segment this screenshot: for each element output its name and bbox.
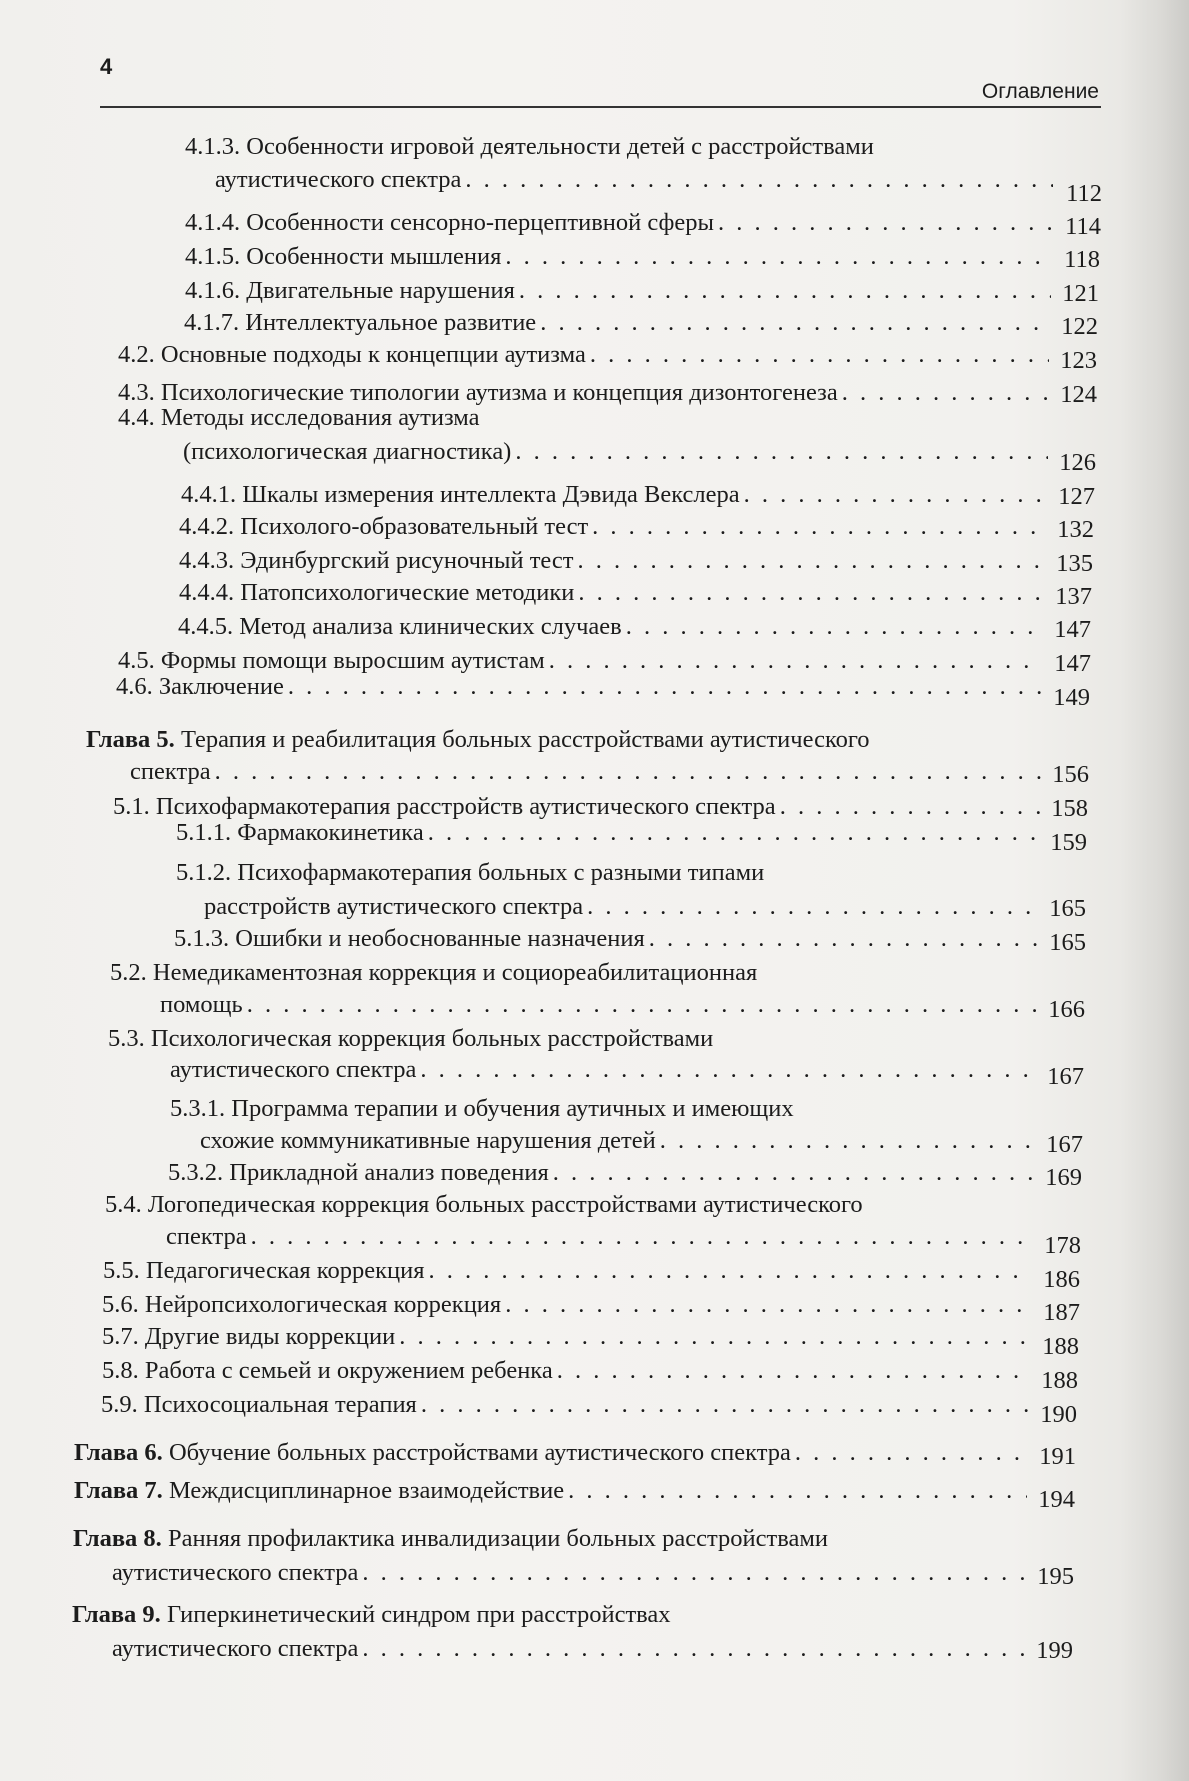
toc-line-with-leader xyxy=(179,578,1044,608)
running-head: Оглавление xyxy=(981,80,1099,103)
toc-line-text xyxy=(108,1024,713,1054)
toc-page-number: 147 xyxy=(1054,650,1091,677)
toc-line-with-leader xyxy=(185,276,1051,306)
toc-line-text xyxy=(86,725,870,755)
toc-title-text: (психологическая диагностика) xyxy=(183,438,512,465)
toc-page-number: 127 xyxy=(1058,483,1095,510)
toc-title-text: 5.3.2. Прикладной анализ поведения xyxy=(168,1159,549,1186)
toc-line-text xyxy=(116,672,284,702)
toc-line-with-leader xyxy=(103,1256,1032,1286)
toc-title-text: 5.3.1. Программа терапии и обучения аутичных и имеющих xyxy=(170,1095,794,1122)
toc-page-number: 178 xyxy=(1044,1232,1081,1259)
toc-title-text: аутистического спектра xyxy=(112,1559,359,1586)
dot-leader xyxy=(622,612,1043,642)
toc-line-text xyxy=(185,276,515,306)
toc-line-with-leader xyxy=(160,990,1037,1020)
toc-line-text xyxy=(181,480,740,510)
chapter-label: Глава 7. xyxy=(74,1477,163,1504)
toc-line-with-leader xyxy=(185,208,1052,238)
dot-leader xyxy=(501,242,1052,272)
toc-page-number: 149 xyxy=(1053,684,1090,711)
toc-line-with-leader xyxy=(183,437,1048,467)
toc-line-text xyxy=(176,818,424,848)
dot-leader xyxy=(791,1438,1028,1468)
toc-title-text: Обучение больных расстройствами аутистического спектра xyxy=(168,1439,791,1466)
toc-page-number: 123 xyxy=(1060,347,1097,374)
dot-leader xyxy=(714,208,1052,238)
toc-title-text: 5.2. Немедикаментозная коррекция и социореабилитационная xyxy=(110,959,758,986)
toc-title-text: Ранняя профилактика инвалидизации больных расстройствами xyxy=(167,1525,828,1552)
toc-line-text xyxy=(178,612,622,642)
chapter-label: Глава 8. xyxy=(73,1525,162,1552)
toc-line-text xyxy=(110,958,757,988)
toc-line-with-leader xyxy=(102,1290,1032,1320)
chapter-label: Глава 6. xyxy=(74,1439,163,1466)
toc-title-text: 4.3. Психологические типологии аутизма и концепция дизонтогенеза xyxy=(118,379,838,406)
toc-line-with-leader xyxy=(170,1055,1036,1085)
toc-title-text: 4.4.4. Патопсихологические методики xyxy=(179,579,575,606)
toc-line-with-leader xyxy=(102,1322,1031,1352)
toc-line-with-leader xyxy=(112,1558,1026,1588)
toc-line-with-leader xyxy=(179,512,1046,542)
toc-title-text: 5.7. Другие виды коррекции xyxy=(102,1323,396,1350)
toc-page-number: 191 xyxy=(1039,1443,1076,1470)
toc-line-text xyxy=(74,1438,791,1468)
toc-page-number: 126 xyxy=(1059,449,1096,476)
toc-page-number: 195 xyxy=(1037,1563,1074,1590)
toc-title-text: 4.1.4. Особенности сенсорно-перцептивной сферы xyxy=(185,209,714,236)
toc-line-text xyxy=(160,990,243,1020)
toc-line-with-leader xyxy=(112,1634,1025,1664)
dot-leader xyxy=(553,1356,1030,1386)
dot-leader xyxy=(838,378,1049,408)
toc-page-number: 190 xyxy=(1040,1401,1077,1428)
dot-leader xyxy=(583,892,1038,922)
dot-leader xyxy=(211,757,1041,787)
toc-line-text xyxy=(170,1055,416,1085)
toc-title-text: 5.1. Психофармакотерапия расстройств аутистического спектра xyxy=(113,793,776,820)
toc-page-number: 118 xyxy=(1064,246,1100,273)
toc-title-text: аутистического спектра xyxy=(112,1635,359,1662)
toc-line-text xyxy=(200,1126,656,1156)
toc-title-text: 4.4. Методы исследования аутизма xyxy=(118,404,480,431)
toc-title-text: расстройств аутистического спектра xyxy=(204,893,584,920)
toc-line-text xyxy=(179,512,588,542)
toc-line-with-leader xyxy=(116,672,1042,702)
toc-title-text: 5.1.1. Фармакокинетика xyxy=(176,819,424,846)
toc-page-number: 188 xyxy=(1041,1367,1078,1394)
toc-line-with-leader xyxy=(179,546,1045,576)
dot-leader xyxy=(588,512,1046,542)
toc-line-with-leader xyxy=(181,480,1047,510)
toc-page-number: 167 xyxy=(1046,1131,1083,1158)
toc-line-text xyxy=(118,340,586,370)
toc-title-text: 4.5. Формы помощи выросшим аутистам xyxy=(118,647,545,674)
toc-page-number: 147 xyxy=(1054,616,1091,643)
toc-title-text: спектра xyxy=(166,1223,247,1250)
dot-leader xyxy=(358,1558,1026,1588)
dot-leader xyxy=(515,276,1051,306)
page-number: 4 xyxy=(100,54,113,79)
toc-line-text xyxy=(204,892,583,922)
toc-line-with-leader xyxy=(174,924,1038,954)
toc-page-number: 122 xyxy=(1061,313,1098,340)
toc-page-number: 194 xyxy=(1038,1486,1075,1513)
toc-title-text: 4.1.6. Двигательные нарушения xyxy=(185,277,515,304)
toc-line-with-leader xyxy=(176,818,1039,848)
dot-leader xyxy=(416,1055,1036,1085)
toc-page-number: 137 xyxy=(1055,583,1092,610)
toc-page-number: 188 xyxy=(1042,1333,1079,1360)
dot-leader xyxy=(461,165,1053,195)
toc-line-with-leader xyxy=(185,242,1052,272)
toc-line-text xyxy=(118,403,480,433)
toc-page-number: 156 xyxy=(1052,761,1089,788)
toc-page-number: 166 xyxy=(1048,996,1085,1023)
toc-line-text xyxy=(112,1634,358,1664)
toc-line-text xyxy=(101,1390,417,1420)
toc-line-text xyxy=(112,1558,358,1588)
dot-leader xyxy=(417,1390,1029,1420)
dot-leader xyxy=(586,340,1049,370)
dot-leader xyxy=(243,990,1037,1020)
toc-line-text xyxy=(174,924,645,954)
toc-page-number: 169 xyxy=(1045,1164,1082,1191)
toc-page-number: 114 xyxy=(1065,213,1101,240)
toc-line-with-leader xyxy=(74,1476,1027,1506)
toc-title-text: аутистического спектра xyxy=(170,1056,417,1083)
toc-line-text xyxy=(130,757,211,787)
toc-line-with-leader xyxy=(166,1222,1033,1252)
toc-line-text xyxy=(215,165,461,195)
dot-leader xyxy=(536,308,1050,338)
toc-line-with-leader xyxy=(215,165,1053,195)
toc-title-text: 5.3. Психологическая коррекция больных расстройствами xyxy=(108,1025,714,1052)
toc-title-text: 5.1.3. Ошибки и необоснованные назначения xyxy=(174,925,645,952)
dot-leader xyxy=(424,818,1039,848)
toc-title-text: 4.4.3. Эдинбургский рисуночный тест xyxy=(179,547,574,574)
toc-page-number: 165 xyxy=(1049,895,1086,922)
toc-page-number: 199 xyxy=(1036,1637,1073,1664)
dot-leader xyxy=(740,480,1047,510)
dot-leader xyxy=(564,1476,1027,1506)
toc-title-text: 4.1.5. Особенности мышления xyxy=(185,243,502,270)
chapter-label: Глава 5. xyxy=(86,726,175,753)
toc-page-number: 135 xyxy=(1056,550,1093,577)
toc-line-text xyxy=(105,1190,863,1220)
toc-line-with-leader xyxy=(130,757,1041,787)
toc-title-text: схожие коммуникативные нарушения детей xyxy=(200,1127,656,1154)
toc-title-text: 5.6. Нейропсихологическая коррекция xyxy=(102,1291,502,1318)
dot-leader xyxy=(574,546,1045,576)
toc-page-number: 124 xyxy=(1060,381,1097,408)
toc-line-with-leader xyxy=(74,1438,1028,1468)
toc-line-text xyxy=(184,308,536,338)
toc-line-text xyxy=(102,1322,395,1352)
toc-page-number: 159 xyxy=(1050,829,1087,856)
toc-title-text: Гиперкинетический синдром при расстройствах xyxy=(166,1601,671,1628)
toc-title-text: 5.4. Логопедическая коррекция больных расстройствами аутистического xyxy=(105,1191,863,1218)
toc-line-text xyxy=(183,437,511,467)
toc-line-text xyxy=(73,1524,828,1554)
dot-leader xyxy=(284,672,1042,702)
toc-title-text: 5.9. Психосоциальная терапия xyxy=(101,1391,417,1418)
toc-line-text xyxy=(102,1290,501,1320)
dot-leader xyxy=(395,1322,1031,1352)
toc-title-text: Терапия и реабилитация больных расстройствами аутистического xyxy=(180,726,870,753)
toc-line-text xyxy=(103,1256,424,1286)
toc-line-with-leader xyxy=(178,612,1043,642)
dot-leader xyxy=(424,1256,1032,1286)
dot-leader xyxy=(645,924,1038,954)
toc-line-with-leader xyxy=(184,308,1050,338)
dot-leader xyxy=(511,437,1048,467)
dot-leader xyxy=(358,1634,1025,1664)
toc-line-text xyxy=(166,1222,247,1252)
toc-line-text xyxy=(185,242,501,272)
toc-title-text: 5.5. Педагогическая коррекция xyxy=(103,1257,425,1284)
toc-line-text xyxy=(185,208,714,238)
toc-line-text xyxy=(170,1094,794,1124)
toc-title-text: 5.8. Работа с семьей и окружением ребенка xyxy=(102,1357,553,1384)
toc-title-text: спектра xyxy=(130,758,211,785)
toc-page-number: 167 xyxy=(1047,1063,1084,1090)
toc-title-text: помощь xyxy=(160,991,243,1018)
toc-line-text xyxy=(176,858,764,888)
toc-line-with-leader xyxy=(101,1390,1029,1420)
dot-leader xyxy=(656,1126,1035,1156)
toc-title-text: 4.4.1. Шкалы измерения интеллекта Дэвида Векслера xyxy=(181,481,740,508)
toc-title-text: 5.1.2. Психофармакотерапия больных с разными типами xyxy=(176,859,765,886)
toc-line-text xyxy=(74,1476,564,1506)
toc-line-text xyxy=(179,546,574,576)
toc-line-text xyxy=(179,578,574,608)
toc-title-text: Междисциплинарное взаимодействие xyxy=(168,1477,565,1504)
toc-line-with-leader xyxy=(200,1126,1035,1156)
dot-leader xyxy=(501,1290,1032,1320)
toc-title-text: 4.4.5. Метод анализа клинических случаев xyxy=(178,613,622,640)
toc-page-number: 121 xyxy=(1062,280,1099,307)
toc-title-text: аутистического спектра xyxy=(215,166,462,193)
toc-title-text: 4.6. Заключение xyxy=(116,673,284,700)
toc-line-with-leader xyxy=(168,1158,1034,1188)
chapter-label: Глава 9. xyxy=(72,1601,161,1628)
toc-page-number: 187 xyxy=(1043,1299,1080,1326)
toc-line-with-leader xyxy=(204,892,1038,922)
toc-page-number: 158 xyxy=(1051,795,1088,822)
toc-page-number: 165 xyxy=(1049,929,1086,956)
toc-title-text: 4.2. Основные подходы к концепции аутизма xyxy=(118,341,586,368)
toc-line-text xyxy=(72,1600,671,1630)
dot-leader xyxy=(247,1222,1033,1252)
toc-title-text: 4.1.7. Интеллектуальное развитие xyxy=(184,309,537,336)
dot-leader xyxy=(574,578,1044,608)
toc-line-text xyxy=(102,1356,553,1386)
toc-title-text: 4.1.3. Особенности игровой деятельности детей с расстройствами xyxy=(185,133,874,160)
toc-page-number: 112 xyxy=(1066,180,1102,207)
toc-page-number: 132 xyxy=(1057,516,1094,543)
toc-line-text xyxy=(185,132,874,162)
toc-title-text: 4.4.2. Психолого-образовательный тест xyxy=(179,513,589,540)
dot-leader xyxy=(549,1158,1034,1188)
toc-page-number: 186 xyxy=(1043,1266,1080,1293)
toc-line-with-leader xyxy=(102,1356,1030,1386)
toc-line-with-leader xyxy=(118,340,1049,370)
toc-line-text xyxy=(168,1158,549,1188)
